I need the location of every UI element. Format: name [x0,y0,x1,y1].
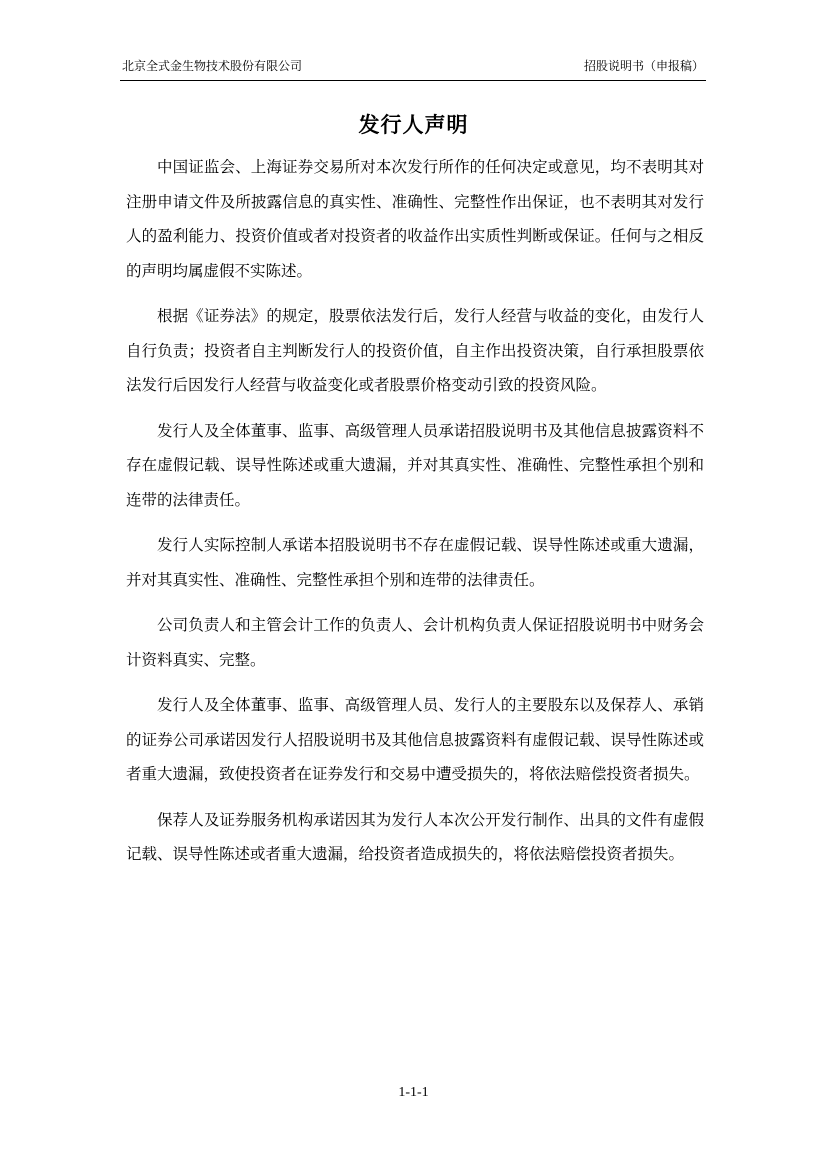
declaration-paragraph-7: 保荐人及证券服务机构承诺因其为发行人本次公开发行制作、出具的文件有虚假记载、误导性陈述或者重大遗漏，给投资者造成损失的，将依法赔偿投资者损失。 [126,810,704,863]
declaration-paragraph-3: 发行人及全体董事、监事、高级管理人员承诺招股说明书及其他信息披露资料不存在虚假记载、误导性陈述或重大遗漏，并对其真实性、准确性、完整性承担个别和连带的法律责任。 [126,421,704,509]
declaration-paragraph-6: 发行人及全体董事、监事、高级管理人员、发行人的主要股东以及保荐人、承销的证券公司承诺因发行人招股说明书及其他信息披露资料有虚假记载、误导性陈述或者重大遗漏，致使投资者在证券发行和交易中遭受损失的，将依法赔偿投资者损失。 [126,696,704,783]
header-document-type: 招股说明书（申报稿） [583,59,704,73]
declaration-paragraph-1: 中国证监会、上海证券交易所对本次发行所作的任何决定或意见，均不表明其对注册申请文件及所披露信息的真实性、准确性、完整性作出保证，也不表明其对发行人的盈利能力、投资价值或者对投资者的收益作出实质性判断或保证。任何与之相反的声明均属虚假不实陈述。 [126,158,704,280]
page-title: 发行人声明 [358,113,469,137]
declaration-paragraph-4: 发行人实际控制人承诺本招股说明书不存在虚假记载、误导性陈述或重大遗漏，并对其真实性、准确性、完整性承担个别和连带的法律责任。 [126,536,704,589]
declaration-paragraph-2: 根据《证券法》的规定，股票依法发行后，发行人经营与收益的变化，由发行人自行负责；投资者自主判断发行人的投资价值，自主作出投资决策，自行承担股票依法发行后因发行人经营与收益变化或者股票价格变动引致的投资风险。 [126,307,704,394]
declaration-body [126,150,704,883]
declaration-paragraph-5: 公司负责人和主管会计工作的负责人、会计机构负责人保证招股说明书中财务会计资料真实、完整。 [126,616,704,669]
page-header [120,58,706,81]
header-company-name: 北京全式金生物技术股份有限公司 [122,59,303,73]
page-number: 1-1-1 [398,1085,429,1100]
